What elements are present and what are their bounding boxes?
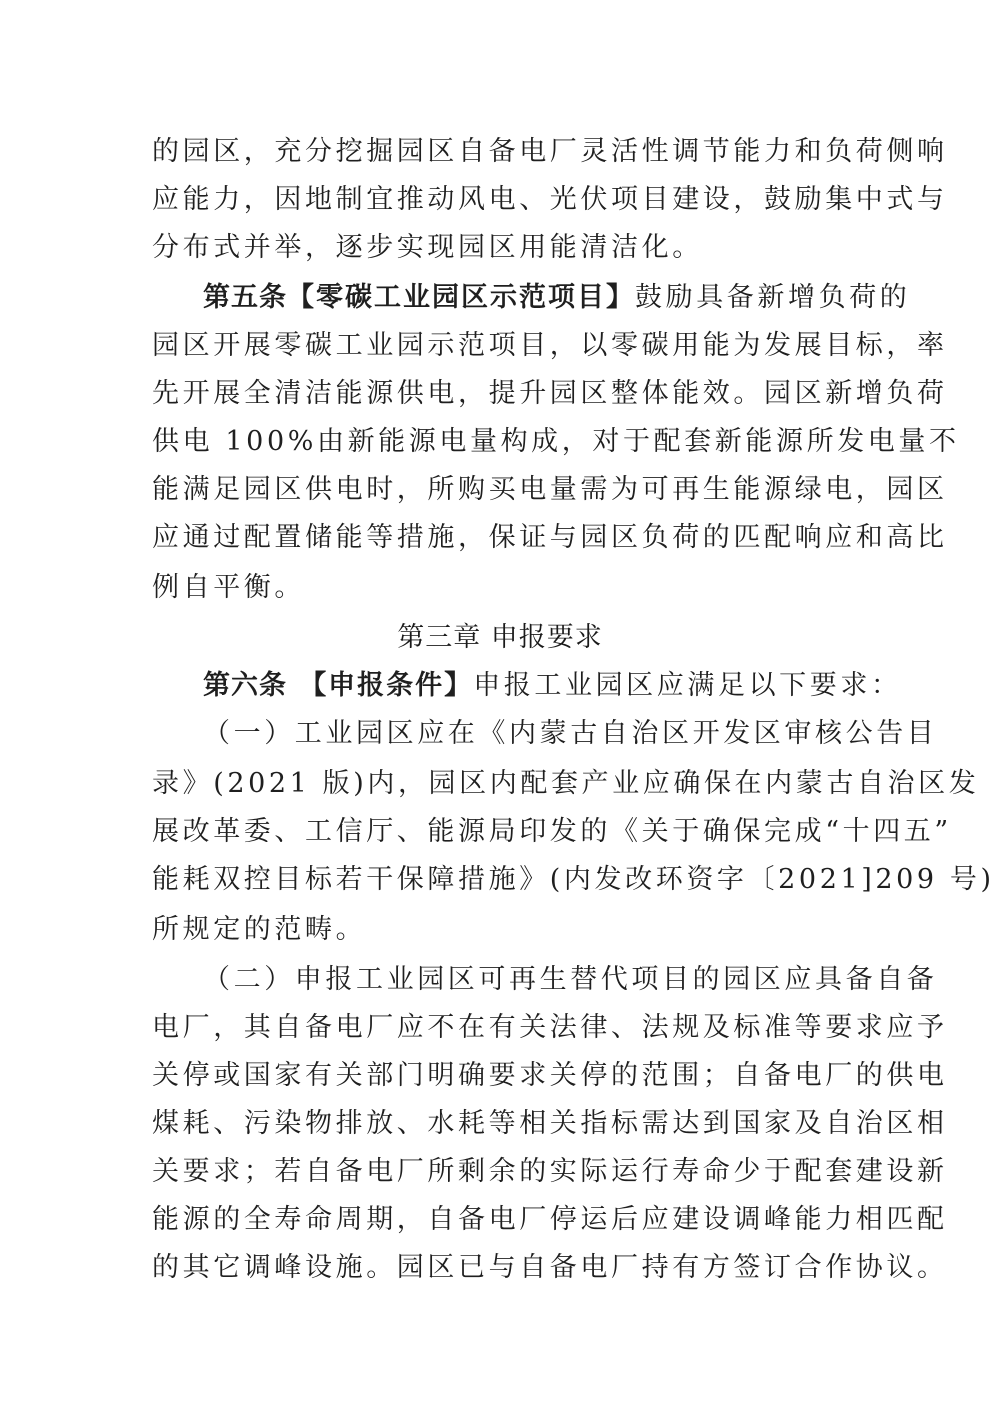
- item-1-line: 录》(2021 版)内，园区内配套产业应确保在内蒙古自治区发: [152, 768, 980, 799]
- item-2-line: 能源的全寿命周期，自备电厂停运后应建设调峰能力相匹配: [152, 1204, 948, 1235]
- paragraph-line: 园区开展零碳工业园示范项目，以零碳用能为发展目标，率: [152, 330, 948, 361]
- paragraph-line: 供电 100%由新能源电量构成，对于配套新能源所发电量不: [152, 426, 960, 457]
- item-1-line: 能耗双控目标若干保障措施》(内发改环资字〔2021]209 号): [152, 864, 995, 895]
- paragraph-line: 例自平衡。: [152, 572, 305, 603]
- article-6-first-line: [203, 666, 902, 706]
- paragraph-line: 先开展全清洁能源供电，提升园区整体能效。园区新增负荷: [152, 378, 948, 409]
- item-2-line: 的其它调峰设施。园区已与自备电厂持有方签订合作协议。: [152, 1252, 948, 1283]
- item-1-line: 所规定的范畴。: [152, 914, 367, 945]
- item-1-line: 展改革委、工信厅、能源局印发的《关于确保完成“十四五”: [152, 816, 952, 847]
- paragraph-line: 分布式并举，逐步实现园区用能清洁化。: [152, 232, 703, 263]
- paragraph-line: 的园区，充分挖掘园区自备电厂灵活性调节能力和负荷侧响: [152, 136, 948, 167]
- item-2-line: 电厂，其自备电厂应不在有关法律、法规及标准等要求应予: [152, 1012, 948, 1043]
- item-2-line: 关停或国家有关部门明确要求关停的范围；自备电厂的供电: [152, 1060, 948, 1091]
- article-6-heading: 第六条: [203, 670, 287, 701]
- article-6-title: 【申报条件】: [299, 670, 474, 701]
- paragraph-line: 应能力，因地制宜推动风电、光伏项目建设，鼓励集中式与: [152, 184, 948, 215]
- item-1-line: （一）工业园区应在《内蒙古自治区开发区审核公告目: [203, 718, 938, 749]
- chapter-heading: 第三章 申报要求: [397, 622, 603, 653]
- article-5-heading: 第五条: [203, 282, 287, 313]
- item-2-line: （二）申报工业园区可再生替代项目的园区应具备自备: [203, 964, 938, 995]
- item-2-line: 煤耗、污染物排放、水耗等相关指标需达到国家及自治区相: [152, 1108, 948, 1139]
- article-6-lead: 申报工业园区应满足以下要求：: [473, 670, 902, 701]
- item-2-line: 关要求；若自备电厂所剩余的实际运行寿命少于配套建设新: [152, 1156, 948, 1187]
- paragraph-line: 应通过配置储能等措施，保证与园区负荷的匹配响应和高比: [152, 522, 948, 553]
- article-5-first-line: [203, 278, 911, 318]
- article-5-title: 【零碳工业园区示范项目】: [287, 282, 635, 313]
- paragraph-line: 能满足园区供电时，所购买电量需为可再生能源绿电，园区: [152, 474, 948, 505]
- article-5-lead: 鼓励具备新增负荷的: [635, 282, 911, 313]
